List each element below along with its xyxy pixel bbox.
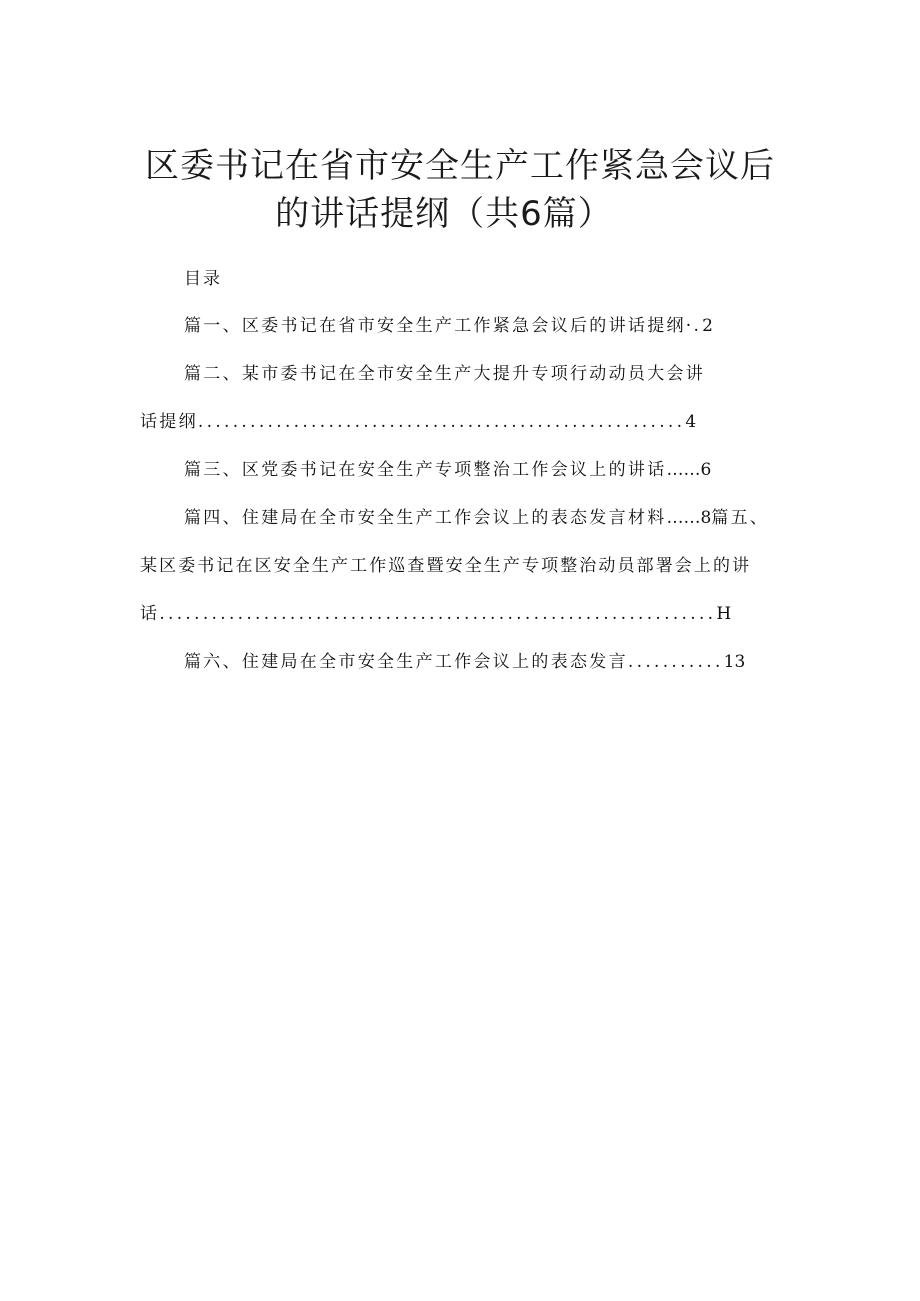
toc-entry-text: 话: [140, 604, 160, 624]
toc-entry-6[interactable]: [184, 650, 745, 674]
toc-entry-text: 篇二、某市委书记在全市安全生产大提升专项行动动员大会讲: [184, 364, 706, 384]
toc-page-number: 6: [700, 460, 712, 480]
toc-leader-dots: ……: [666, 460, 701, 480]
toc-entry-text: 话提纲: [140, 412, 198, 432]
toc-page-number: 13: [723, 652, 746, 672]
toc-entry-text: 篇六、住建局在全市安全生产工作会议上的表态发言: [184, 652, 628, 672]
toc-entry-5-prefix: 篇五、: [711, 508, 770, 528]
toc-entry-text: 篇一、区委书记在省市安全生产工作紧急会议后的讲话提纲·: [184, 316, 694, 336]
toc-entry-2-line-2[interactable]: [140, 410, 696, 434]
toc-page-number: 4: [685, 412, 697, 432]
toc-page-number: 2: [702, 316, 713, 336]
toc-leader-dots: ........................................................: [197, 412, 686, 432]
document-title-line-1: 区委书记在省市安全生产工作紧急会议后: [145, 146, 775, 186]
toc-entry-text: 篇四、住建局在全市安全生产工作会议上的表态发言材料: [184, 508, 667, 528]
toc-entry-3[interactable]: [184, 458, 711, 482]
toc-entry-2-line-1[interactable]: [184, 362, 705, 386]
toc-entry-text: 某区委书记在区安全生产工作巡查暨安全生产专项整治动员部署会上的讲: [140, 556, 752, 576]
toc-heading: 目录: [184, 269, 222, 289]
toc-entry-1[interactable]: [184, 314, 713, 338]
toc-entry-5-line-2[interactable]: [140, 602, 731, 626]
toc-leader-dots: ...........: [627, 652, 724, 672]
toc-page-number: H: [716, 604, 732, 624]
toc-page-number: 8: [700, 508, 712, 528]
toc-entry-4[interactable]: [184, 506, 769, 530]
document-title-line-2: 的讲话提纲（共6篇）: [275, 194, 613, 234]
toc-leader-dots: ................................................................: [159, 604, 717, 624]
toc-entry-text: 篇三、区党委书记在安全生产专项整治工作会议上的讲话: [184, 460, 667, 480]
toc-entry-5-line-1[interactable]: [140, 554, 751, 578]
toc-leader-dots: .: [693, 316, 703, 336]
toc-leader-dots: ……: [666, 508, 701, 528]
